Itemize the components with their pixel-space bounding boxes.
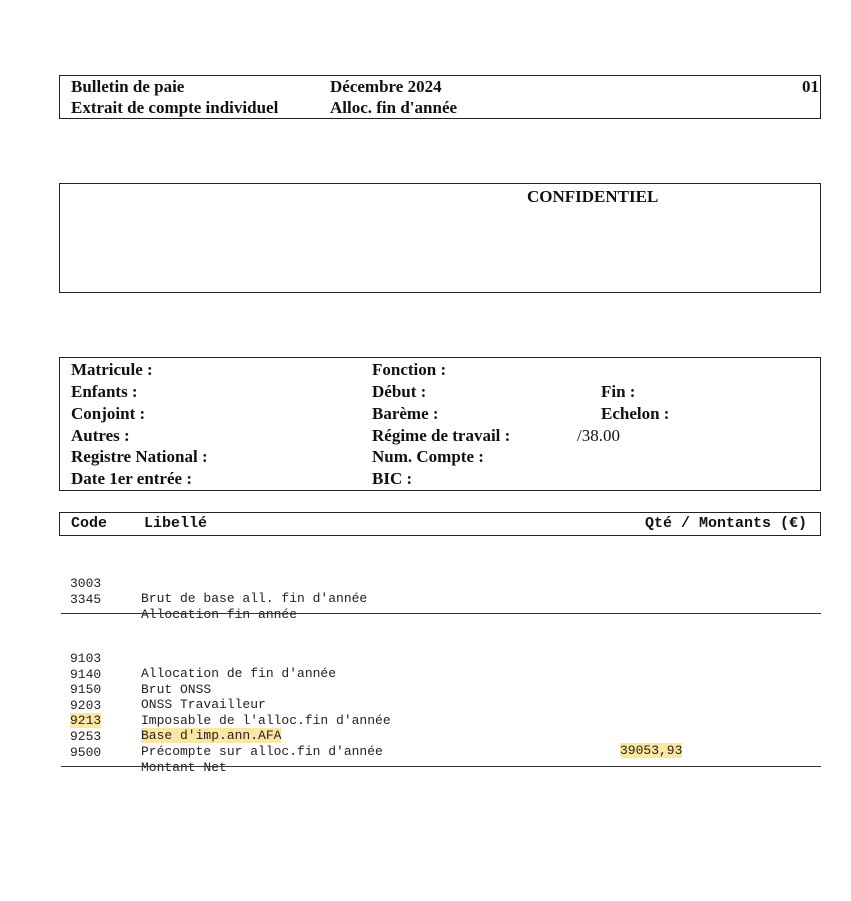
address-box xyxy=(59,183,821,293)
row-code: 3345 xyxy=(70,592,102,607)
row-code: 9203 xyxy=(70,698,102,713)
employee-info xyxy=(59,357,821,491)
payslip-type: Alloc. fin d'année xyxy=(330,98,458,117)
confidential-label: CONFIDENTIEL xyxy=(527,187,659,206)
row-label: Montant Net xyxy=(141,760,227,775)
date-entree-label: Date 1er entrée : xyxy=(71,469,192,488)
row-code: 9140 xyxy=(70,667,102,682)
conjoint-label: Conjoint : xyxy=(71,404,146,423)
fin-label: Fin : xyxy=(601,382,636,401)
doc-title: Bulletin de paie xyxy=(71,77,185,96)
regime-value: /38.00 xyxy=(577,426,620,445)
row-amount: 39053,93 xyxy=(620,743,683,758)
bareme-label: Barème : xyxy=(372,404,439,423)
bic-label: BIC : xyxy=(372,469,413,488)
doc-subtitle: Extrait de compte individuel xyxy=(71,98,279,117)
col-code: Code xyxy=(71,515,108,532)
row-label: Précompte sur alloc.fin d'année xyxy=(141,744,383,759)
row-label: Allocation fin année xyxy=(141,607,298,622)
row-code: 9103 xyxy=(70,651,102,666)
section-divider xyxy=(61,766,821,767)
matricule-label: Matricule : xyxy=(71,360,153,379)
row-label: Base d'imp.ann.AFA xyxy=(141,728,282,743)
row-code: 9150 xyxy=(70,682,102,697)
enfants-label: Enfants : xyxy=(71,382,138,401)
row-code: 9213 xyxy=(70,713,102,728)
col-amount: Qté / Montants (€) xyxy=(644,515,807,532)
pay-period: Décembre 2024 xyxy=(330,77,442,96)
payslip-header xyxy=(59,75,821,119)
echelon-label: Echelon : xyxy=(601,404,670,423)
row-code: 9253 xyxy=(70,729,102,744)
table-header xyxy=(59,512,821,536)
num-compte-label: Num. Compte : xyxy=(372,447,484,466)
autres-label: Autres : xyxy=(71,426,130,445)
row-label: Imposable de l'alloc.fin d'année xyxy=(141,713,391,728)
row-code: 9500 xyxy=(70,745,102,760)
page-number: 01 xyxy=(802,77,819,96)
row-label: Allocation de fin d'année xyxy=(141,666,337,681)
regime-label: Régime de travail : xyxy=(372,426,511,445)
row-label: Brut ONSS xyxy=(141,682,212,697)
row-label: Brut de base all. fin d'année xyxy=(141,591,368,606)
col-libelle: Libellé xyxy=(144,515,208,532)
row-code: 3003 xyxy=(70,576,102,591)
registre-national-label: Registre National : xyxy=(71,447,208,466)
debut-label: Début : xyxy=(372,382,427,401)
section-divider xyxy=(61,613,821,614)
fonction-label: Fonction : xyxy=(372,360,447,379)
row-label: ONSS Travailleur xyxy=(141,697,266,712)
